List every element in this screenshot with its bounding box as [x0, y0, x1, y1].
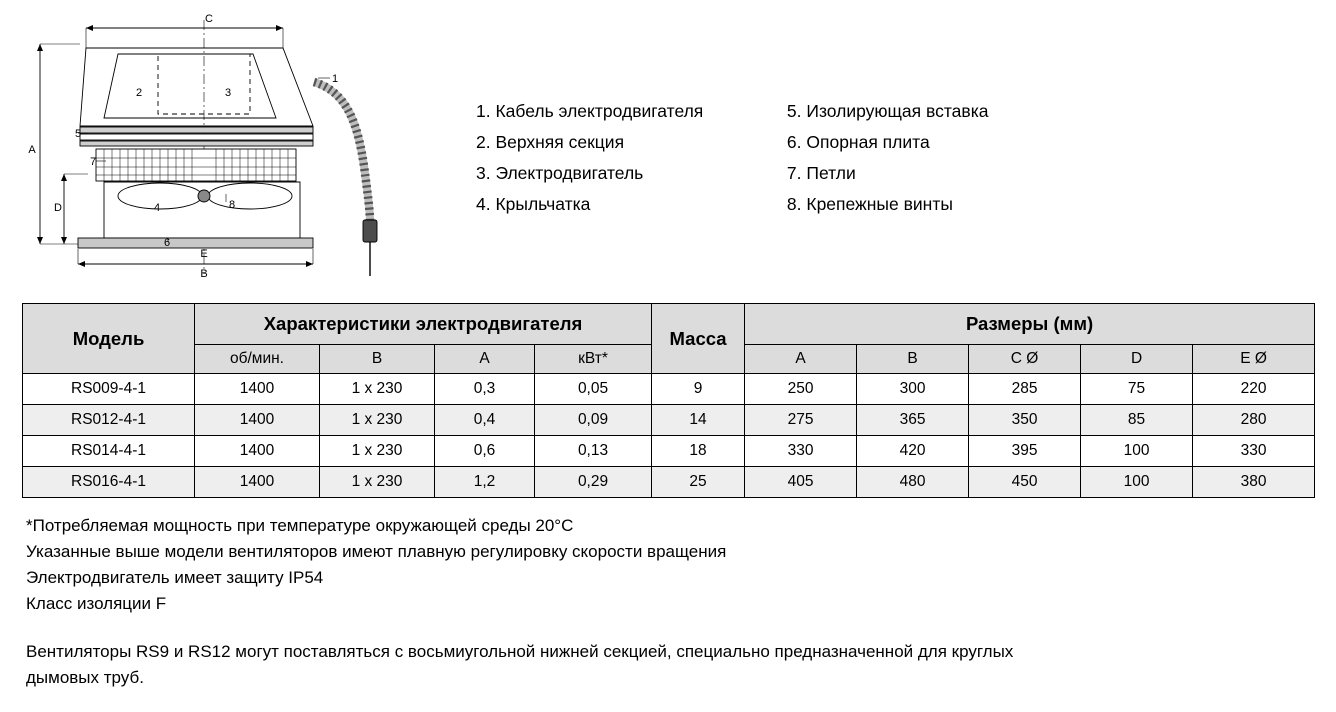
cell-dim-e: 380 — [1193, 467, 1315, 498]
cell-model: RS016-4-1 — [23, 467, 195, 498]
header-mass: Масса — [652, 304, 745, 374]
note-speed-regulation: Указанные выше модели вентиляторов имеют плавную регулировку скорости вращения — [26, 542, 727, 561]
dimension-label-E: E — [200, 248, 208, 260]
cell-model: RS009-4-1 — [23, 374, 195, 405]
dimension-label-D: D — [54, 202, 62, 214]
notes-spacer — [26, 617, 1306, 639]
cell-dim-b: 420 — [857, 436, 969, 467]
cell-amperage: 0,6 — [435, 436, 535, 467]
legend — [476, 96, 1016, 220]
cell-dim-d: 100 — [1081, 467, 1193, 498]
cell-dim-a: 275 — [745, 405, 857, 436]
callout-7: 7 — [90, 156, 97, 168]
subheader-dim-e: E Ø — [1193, 345, 1315, 374]
cell-dim-e: 330 — [1193, 436, 1315, 467]
cell-dim-c: 350 — [969, 405, 1081, 436]
cell-dim-a: 330 — [745, 436, 857, 467]
cell-dim-d: 100 — [1081, 436, 1193, 467]
cell-mass: 14 — [652, 405, 745, 436]
subheader-amperage: A — [435, 345, 535, 374]
cell-dim-a: 405 — [745, 467, 857, 498]
cell-mass: 25 — [652, 467, 745, 498]
legend-item-8: 8. Крепежные винты — [786, 194, 953, 214]
cell-voltage: 1 x 230 — [320, 405, 435, 436]
callout-8: 8 — [229, 199, 236, 211]
cell-rpm: 1400 — [195, 436, 320, 467]
cell-rpm: 1400 — [195, 467, 320, 498]
dimension-label-B: B — [200, 268, 208, 280]
cell-dim-e: 280 — [1193, 405, 1315, 436]
legend-item-4: 4. Крыльчатка — [476, 194, 591, 214]
cell-dim-d: 75 — [1081, 374, 1193, 405]
callout-6: 6 — [164, 237, 171, 249]
cell-dim-b: 365 — [857, 405, 969, 436]
legend-column-left — [476, 96, 743, 220]
subheader-dim-a: A — [745, 345, 857, 374]
cell-dim-c: 450 — [969, 467, 1081, 498]
callout-2: 2 — [136, 87, 143, 99]
cell-rpm: 1400 — [195, 374, 320, 405]
note-insulation-class: Класс изоляции F — [26, 594, 167, 613]
cell-mass: 18 — [652, 436, 745, 467]
cell-model: RS012-4-1 — [23, 405, 195, 436]
legend-column-right — [787, 96, 1016, 220]
table-header-group-row — [23, 304, 1315, 345]
note-octagonal-section: Вентиляторы RS9 и RS12 могут поставляться с восьмиугольной нижней секцией, специально предназначенной для круглых дымовых труб. — [26, 642, 1014, 687]
cell-model: RS014-4-1 — [23, 436, 195, 467]
cell-dim-b: 480 — [857, 467, 969, 498]
fan-assembly-diagram — [18, 6, 438, 281]
cell-dim-d: 85 — [1081, 405, 1193, 436]
legend-item-3: 3. Электродвигатель — [476, 163, 644, 183]
header-motor-characteristics: Характеристики электродвигателя — [195, 304, 652, 345]
cell-amperage: 1,2 — [435, 467, 535, 498]
subheader-rpm: об/мин. — [195, 345, 320, 374]
legend-item-6: 6. Опорная плита — [786, 132, 930, 152]
note-power-consumption: *Потребляемая мощность при температуре окружающей среды 20°C — [26, 516, 574, 535]
dimension-label-C: C — [205, 13, 213, 25]
cell-dim-e: 220 — [1193, 374, 1315, 405]
legend-item-7: 7. Петли — [786, 163, 856, 183]
table-row — [23, 436, 1315, 467]
table-row — [23, 405, 1315, 436]
callout-4: 4 — [154, 202, 161, 214]
cell-kw: 0,05 — [535, 374, 652, 405]
callout-5: 5 — [75, 128, 82, 140]
subheader-dim-b: B — [857, 345, 969, 374]
legend-item-5: 5. Изолирующая вставка — [786, 101, 989, 121]
cell-voltage: 1 x 230 — [320, 374, 435, 405]
legend-item-2: 2. Верхняя секция — [476, 132, 625, 152]
cell-dim-a: 250 — [745, 374, 857, 405]
cell-amperage: 0,4 — [435, 405, 535, 436]
subheader-voltage: B — [320, 345, 435, 374]
subheader-dim-c: C Ø — [969, 345, 1081, 374]
subheader-kw: кВт* — [535, 345, 652, 374]
header-model: Модель — [23, 304, 195, 374]
subheader-dim-d: D — [1081, 345, 1193, 374]
cell-amperage: 0,3 — [435, 374, 535, 405]
cell-mass: 9 — [652, 374, 745, 405]
cell-voltage: 1 x 230 — [320, 436, 435, 467]
cell-kw: 0,09 — [535, 405, 652, 436]
cell-rpm: 1400 — [195, 405, 320, 436]
cell-dim-b: 300 — [857, 374, 969, 405]
cell-kw: 0,13 — [535, 436, 652, 467]
dimension-label-A: A — [28, 144, 36, 156]
table-row — [23, 374, 1315, 405]
table-row — [23, 467, 1315, 498]
legend-item-1: 1. Кабель электродвигателя — [476, 101, 704, 121]
cell-dim-c: 285 — [969, 374, 1081, 405]
cell-voltage: 1 x 230 — [320, 467, 435, 498]
cell-kw: 0,29 — [535, 467, 652, 498]
note-ip-protection: Электродвигатель имеет защиту IP54 — [26, 568, 324, 587]
callout-3: 3 — [225, 87, 232, 99]
callout-1: 1 — [332, 73, 339, 85]
header-dimensions: Размеры (мм) — [745, 304, 1315, 345]
cell-dim-c: 395 — [969, 436, 1081, 467]
specifications-table — [22, 303, 1315, 498]
notes-block — [26, 513, 1306, 691]
